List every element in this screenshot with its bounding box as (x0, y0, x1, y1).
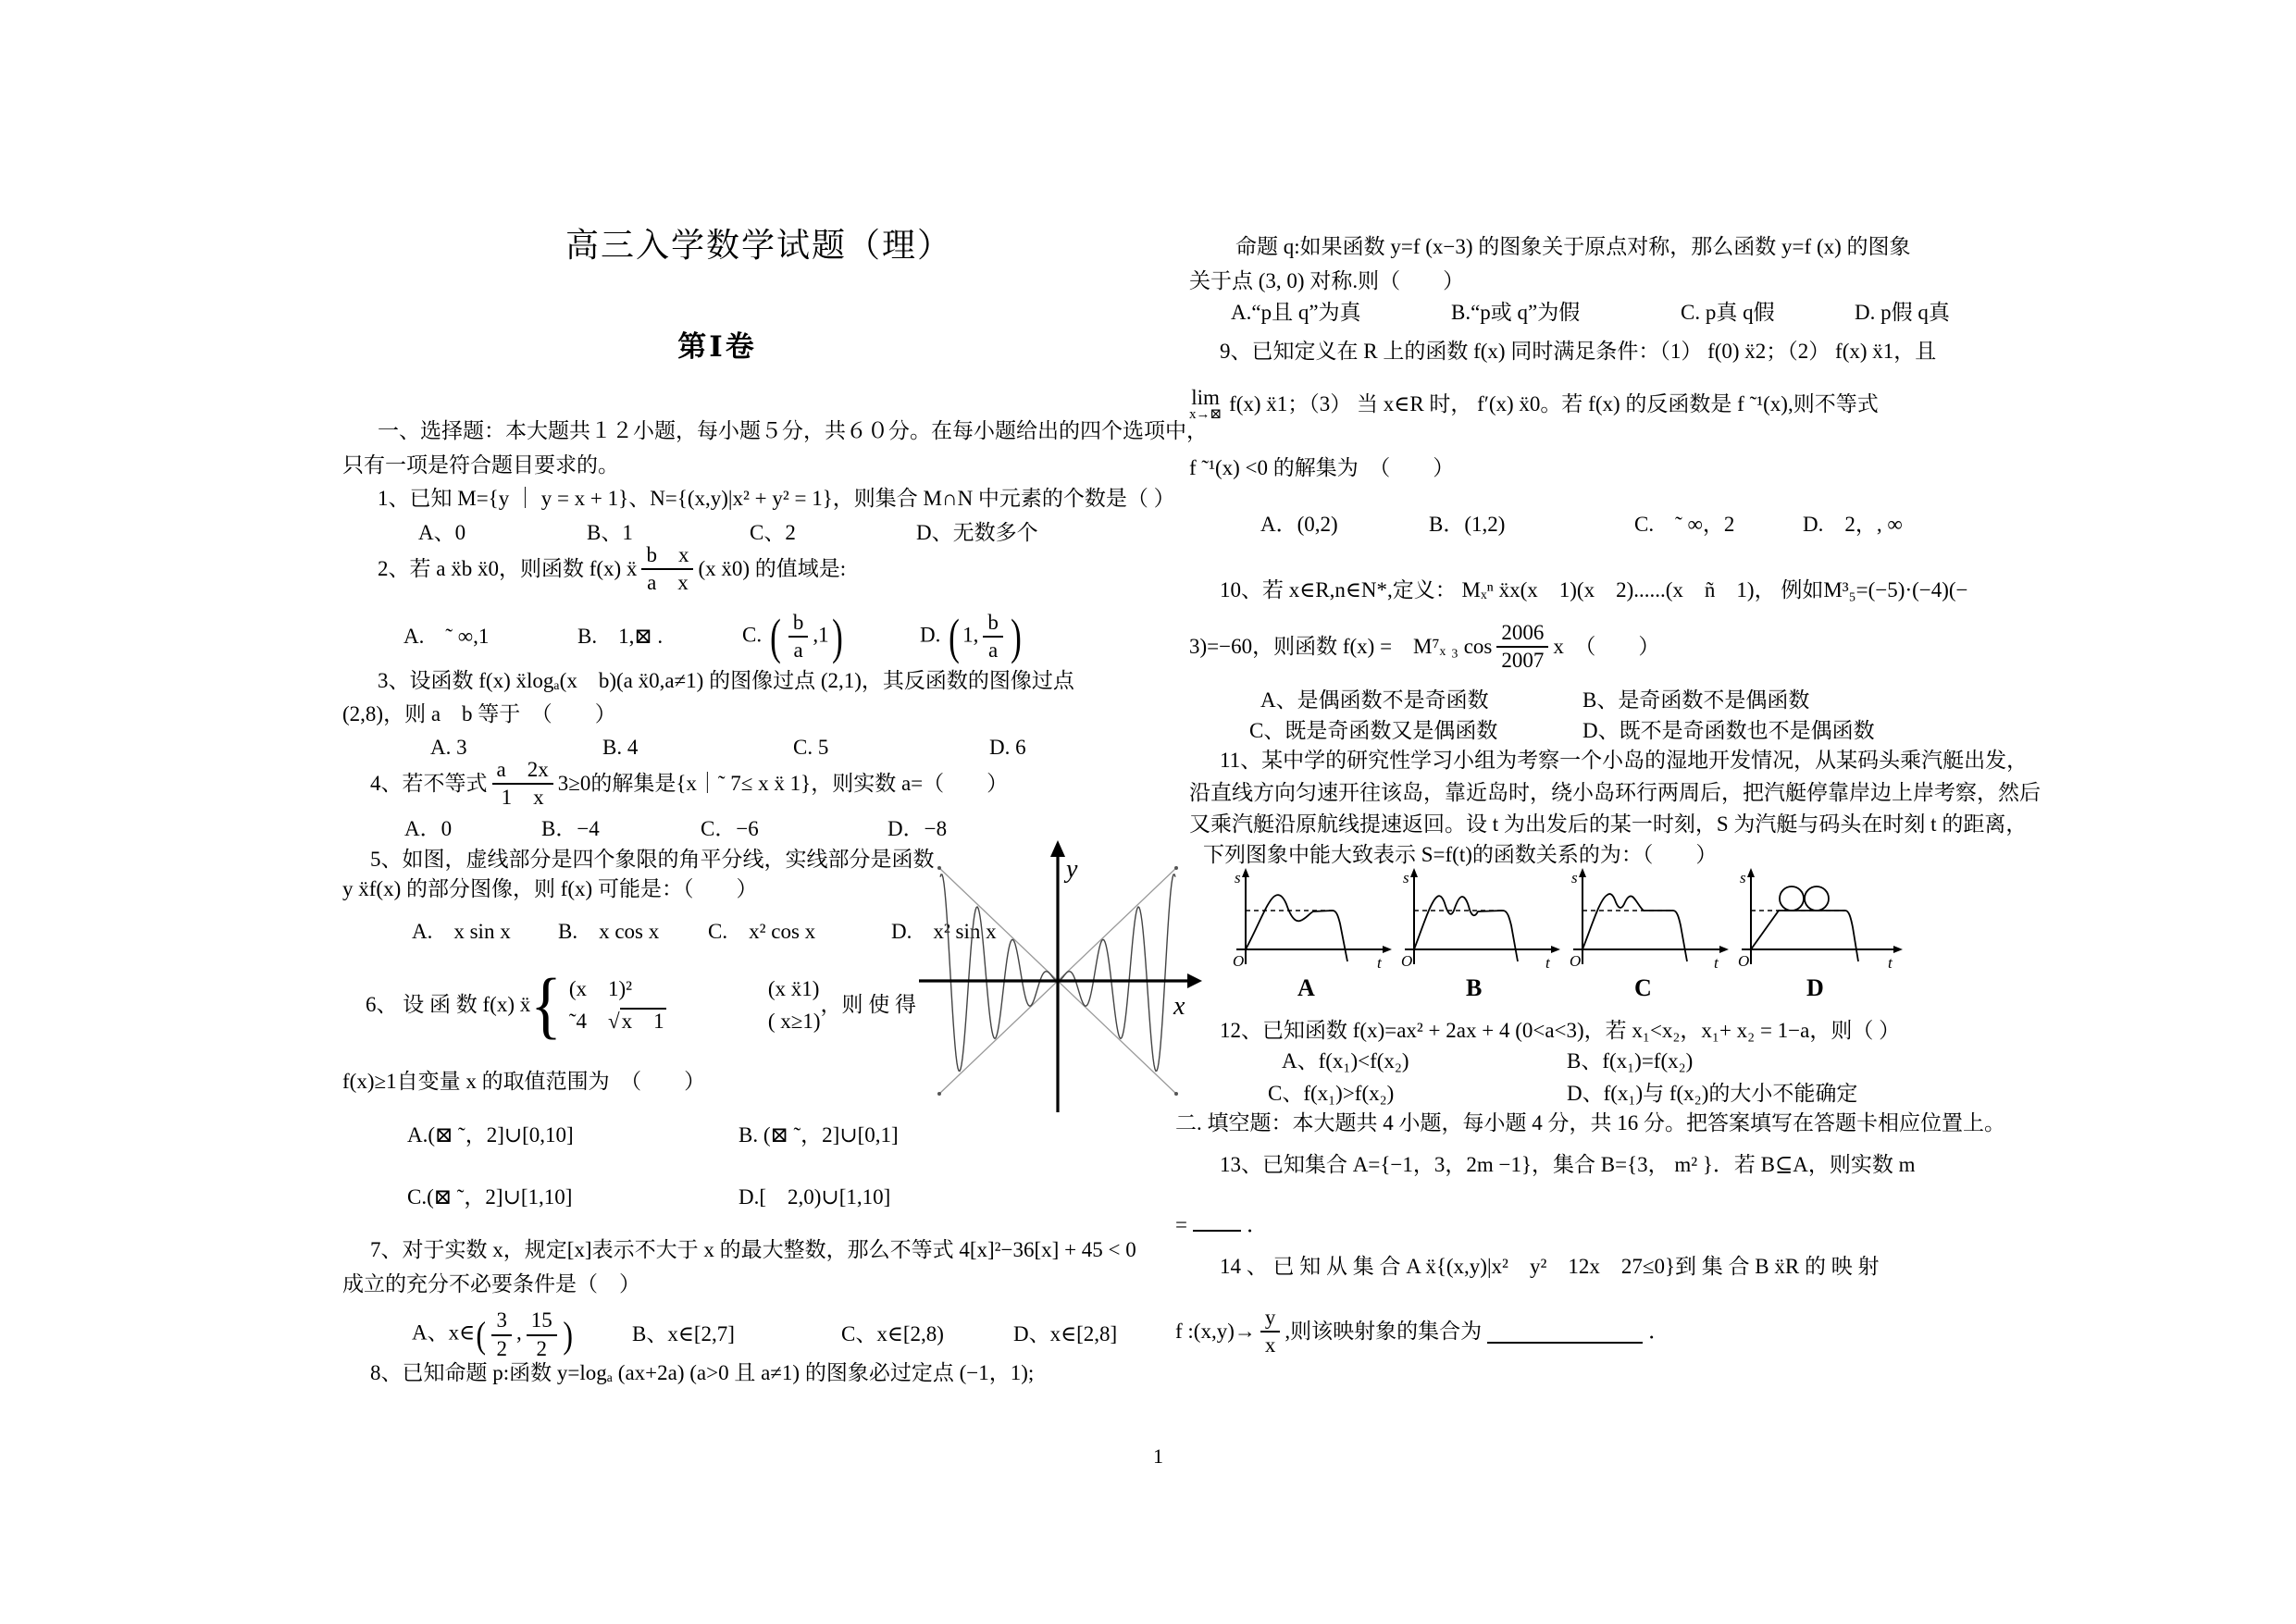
q5-function-graph (912, 833, 1206, 1146)
q5-options (412, 919, 997, 946)
right-paren: ) (563, 1313, 573, 1356)
q10-stem-line1: 10、若 x∈R,n∈N*,定义： Mₓⁿ ẍx(x 1)(x 2)......(x ñ 1)， 例如M³₅=(−5)·(−4)(− (1220, 578, 1968, 601)
q4-stem (370, 759, 1008, 809)
q14-fraction: $\frac{y}{x}$ (1260, 1307, 1281, 1357)
page-number: 1 (1153, 1444, 1163, 1468)
graph-label: C (1634, 974, 1652, 1001)
q5-option-b: B. x cos x (558, 920, 660, 943)
right-paren: ) (831, 608, 843, 664)
q10-option-d: D、既不是奇函数也不是偶函数 (1582, 719, 1875, 742)
q2-option-c: C. ( $\frac{b}{a}$ ,1) (742, 608, 843, 664)
q4-option-d: D．−8 (887, 817, 948, 840)
q11-graph-b (1399, 868, 1564, 1005)
q2-stem-pre: 2、若 a ẍb ẍ0，则函数 f(x) ẍ (378, 556, 638, 580)
q7-stem-line1: 7、对于实数 x，规定[x]表示不大于 x 的最大整数，那么不等式 4[x]²−36[x] + 45 < 0 (370, 1238, 1136, 1261)
t-axis-label: t (1545, 954, 1550, 972)
q6-stem (366, 964, 917, 1048)
origin-label: O (1233, 952, 1245, 970)
q5-option-c: C. x² cos x (708, 920, 816, 943)
section1-intro-line1: 一、选择题：本大题共１２小题，每小题５分，共６０分。在每小题给出的四个选项中， (378, 419, 1208, 442)
q9-option-a: A．(0,2) (1260, 513, 1338, 536)
q5-option-d: D. x² sin x (891, 920, 997, 943)
left-paren: ( (769, 608, 781, 664)
x-axis-label: x (1173, 992, 1185, 1021)
q12-option-c: C、f(x₁)>f(x₂) (1268, 1082, 1395, 1105)
right-paren: ) (1011, 608, 1022, 664)
q12-option-b: B、f(x₁)=f(x₂) (1567, 1049, 1694, 1072)
origin-label: O (1738, 952, 1750, 970)
distance-curve (1246, 895, 1347, 961)
q2-stem-post: (x ẍ0) 的值域是: (698, 556, 847, 580)
graph-label: D (1806, 974, 1824, 1001)
qp-option-c: C. p真 q假 (1681, 301, 1775, 324)
q8-stem: 8、已知命题 p:函数 y=logₐ (ax+2a) (a>0 且 a≠1) 的图象必过定点 (−1，1); (370, 1361, 1035, 1384)
q2-option-b: B. 1,⊠ . (577, 624, 664, 648)
q13-stem: 13、已知集合 A={−1，3，2m −1}，集合 B={3， m² }．若 B⊆A，则实数 m (1220, 1153, 1916, 1176)
q4-stem-pre: 4、若不等式 (370, 771, 488, 795)
q9-option-c: C. ˜ ∞，2 (1634, 513, 1735, 536)
q7-option-d: D、x∈[2,8] (1013, 1322, 1118, 1346)
q12-options-ab (1282, 1048, 1693, 1075)
s-axis-label: s (1571, 869, 1578, 886)
q1-option-c: C、2 (750, 521, 796, 544)
s-axis-label: s (1740, 869, 1746, 886)
q3-stem-line2: (2,8)，则 a b 等于 （ ） (342, 702, 616, 725)
q6-option-d: D.[ 2,0)∪[1,10] (738, 1185, 891, 1209)
q11-line1: 11、某中学的研究性学习小组为考察一个小岛的湿地开发情况，从某码头乘汽艇出发， (1220, 749, 2029, 772)
q9-stem-line1: 9、已知定义在 R 上的函数 f(x) 同时满足条件：（1） f(0) ẍ2；（2） f(x) ẍ1，且 (1220, 340, 1937, 363)
graph-label: B (1466, 974, 1483, 1001)
qp-option-d: D. p假 q真 (1855, 301, 1950, 324)
q9-options (1260, 512, 1903, 539)
q2-fraction: $\frac{\text{b x}}{\text{a x}}$ (641, 544, 693, 594)
q10-option-a: A、是偶函数不是奇函数 (1260, 688, 1489, 712)
q6-option-b: B. (⊠ ˜，2]∪[0,1] (738, 1123, 899, 1147)
q9-stem-line2: lim x→⊠ f(x) ẍ1；（3） 当 x∈R 时， f′(x) ẍ0。若 f(x) 的反函数是 f ˜¹(x),则不等式 (1189, 386, 1879, 422)
q14-stem-line2: f :(x,y)→ $\frac{y}{x}$ ,则该映射象的集合为 ． (1175, 1306, 1670, 1357)
q6-stem-cont: f(x)≥1自变量 x 的取值范围为 （ ） (342, 1070, 706, 1093)
q5-option-a: A. x sin x (412, 920, 511, 943)
q2-options (403, 594, 1024, 679)
cases-brace: { (530, 964, 562, 1048)
q6-options-cd (407, 1184, 890, 1211)
q12-options-cd (1268, 1081, 1857, 1108)
q6-options-ab (407, 1122, 899, 1149)
left-paren: ( (949, 608, 960, 664)
q4-stem-post: 3≥0的解集是{x｜˜ 7≤ x ẍ 1}，则实数 a=（ ） (557, 771, 1009, 795)
q4-option-b: B．−4 (541, 817, 600, 840)
q10-options-cd (1249, 718, 1875, 745)
q3-option-a: A. 3 (430, 736, 467, 759)
y-axis-arrow (1050, 840, 1065, 857)
q11-line4: 下列图象中能大致表示 S=f(t)的函数关系的为：（ ） (1203, 843, 1718, 866)
q9-stem-line3: f ˜¹(x) <0 的解集为 （ ） (1189, 456, 1455, 479)
q2-stem (378, 544, 846, 594)
q5-stem-line1: 5、如图，虚线部分是四个象限的角平分线，实线部分是函数 (370, 848, 935, 871)
q11-graph-c (1568, 868, 1732, 1005)
t-axis-label: t (1377, 954, 1382, 972)
q9-option-b: B．(1,2) (1429, 513, 1506, 536)
q7-stem-line2: 成立的充分不必要条件是（ ） (342, 1272, 640, 1295)
q14-answer-blank (1487, 1320, 1643, 1344)
q13-answer-blank (1193, 1208, 1241, 1232)
distance-curve (1414, 896, 1518, 961)
q1-option-b: B、1 (587, 521, 633, 544)
q7-option-b: B、x∈[2,7] (632, 1322, 735, 1346)
q6-option-c: C.(⊠ ˜，2]∪[1,10] (407, 1185, 573, 1209)
q12-option-d: D、f(x₁)与 f(x₂)的大小不能确定 (1567, 1082, 1858, 1105)
q10-options-ab (1260, 688, 1809, 714)
qp-option-b: B.“p或 q”为假 (1451, 301, 1581, 324)
distance-curve (1582, 894, 1687, 961)
q1-options (418, 520, 1038, 547)
qp-option-a: A.“p且 q”为真 (1231, 301, 1361, 324)
s-axis-label: s (1235, 869, 1241, 886)
q11-line3: 又乘汽艇沿原航线提速返回。设 t 为出发后的某一时刻，S 为汽艇与码头在时刻 t 的距离， (1189, 812, 2028, 836)
q6-stem-post: ，则 使 得 (820, 993, 917, 1017)
q2-option-a: A. ˜ ∞,1 (403, 624, 490, 648)
q10-option-c: C、既是奇函数又是偶函数 (1249, 719, 1498, 742)
section2-intro: 二. 填空题：本大题共 4 小题，每小题 4 分，共 16 分。把答案填写在答题卡相应位置上。 (1175, 1111, 2005, 1134)
loop-circle-2 (1805, 886, 1829, 911)
q11-graph-d (1736, 868, 1907, 1005)
q9-option-d: D. 2，, ∞ (1803, 513, 1903, 536)
q10-option-b: B、是奇函数不是偶函数 (1582, 688, 1810, 712)
q2-option-d: D. ( 1, $\frac{b}{a}$ ) (920, 608, 1022, 664)
loop-circle-1 (1780, 886, 1804, 911)
q4-option-c: C．−6 (701, 817, 759, 840)
q3-stem-line1: 3、设函数 f(x) ẍlogₐ(x b)(a ẍ0,a≠1) 的图像过点 (2,1)，其反函数的图像过点 (378, 669, 1074, 692)
q3-option-d: D. 6 (989, 736, 1026, 759)
y-axis-label: y (1066, 855, 1078, 884)
q7-options (412, 1300, 1117, 1370)
qp-line1: 命题 q:如果函数 y=f (x−3) 的图象关于原点对称，那么函数 y=f (x) 的图象 (1235, 235, 1911, 258)
t-axis-label: t (1888, 954, 1893, 972)
q1-option-a: A、0 (418, 521, 466, 544)
origin-label: O (1401, 952, 1413, 970)
t-axis-label: t (1714, 954, 1719, 972)
distance-curve (1751, 911, 1858, 961)
q4-options (404, 816, 947, 843)
q14-stem-line1: 14 、 已 知 从 集 合 A ẍ{(x,y)|x² y² 12x 27≤0}到 集 合 B ẍR 的 映 射 (1220, 1255, 1880, 1278)
s-axis-label: s (1403, 869, 1409, 886)
q10-stem-line2: 3)=−60，则函数 f(x) = M⁷ₓ ₃ cos $\frac{2006}{2007}$ x （ ） (1189, 621, 1660, 673)
left-paren: ( (476, 1313, 487, 1356)
qp-options (1231, 300, 1950, 327)
q11-graph-a (1231, 868, 1396, 1005)
q3-option-c: C. 5 (793, 736, 829, 759)
q11-line2: 沿直线方向匀速开往该岛，靠近岛时，绕小岛环行两周后，把汽艇停靠岸边上岸考察，然后 (1189, 781, 2041, 804)
q7-option-c: C、x∈[2,8) (841, 1322, 944, 1346)
q1-stem: 1、已知 M={y ｜ y = x + 1}、N={(x,y)|x² + y² = 1}，则集合 M∩N 中元素的个数是（ ） (378, 487, 1175, 510)
q12-stem: 12、已知函数 f(x)=ax² + 2ax + 4 (0<a<3)，若 x₁<x₂，x₁+ x₂ = 1−a，则（ ） (1220, 1019, 1901, 1042)
q4-option-a: A．0 (404, 817, 453, 840)
q3-option-b: B. 4 (602, 736, 639, 759)
q5-stem-line2: y ẍf(x) 的部分图像，则 f(x) 可能是：（ ） (342, 877, 758, 900)
volume-heading: 第Ⅰ卷 (677, 330, 757, 363)
q4-fraction: $\frac{a 2x}{1 x}$ (492, 759, 553, 809)
q13-answer-line: = ． (1175, 1208, 1268, 1239)
q6-stem-pre: 6、 设 函 数 f(x) ẍ (366, 993, 531, 1017)
page-title: 高三入学数学试题（理） (565, 227, 952, 264)
origin-label: O (1570, 952, 1582, 970)
q12-option-a: A、f(x₁)<f(x₂) (1282, 1049, 1409, 1072)
q7-option-a: A、x∈( $\frac{3}{2}$ , $\frac{15}{2}$ ) (412, 1308, 573, 1360)
radical-sign: √ (608, 1009, 620, 1033)
x-axis-arrow (1187, 973, 1202, 988)
q1-option-d: D、无数多个 (916, 521, 1038, 544)
q6-piecewise: (x 1)² (x ẍ1) ˜4 √x 1 ( x≥1) (568, 977, 821, 1033)
q10-fraction: $\frac{2006}{2007}$ (1496, 622, 1548, 672)
qp-line2: 关于点 (3, 0) 对称.则（ ） (1189, 269, 1465, 292)
section1-intro-line2: 只有一项是符合题目要求的。 (342, 453, 619, 477)
q6-option-a: A.(⊠ ˜，2]∪[0,10] (407, 1123, 574, 1147)
graph-label: A (1297, 974, 1315, 1001)
limit-notation: lim x→⊠ (1189, 386, 1222, 422)
